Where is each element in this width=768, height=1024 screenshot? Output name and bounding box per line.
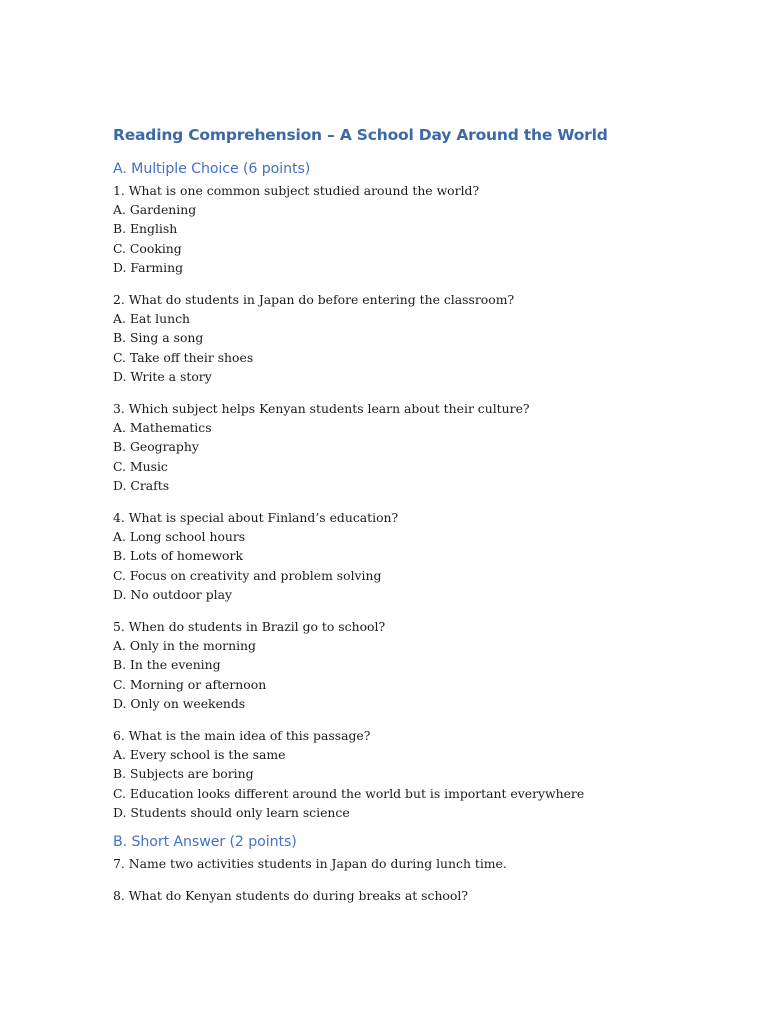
option-d: D. Write a story: [113, 368, 212, 384]
option-b: B. Subjects are boring: [113, 766, 254, 782]
section-short-answer: [113, 832, 673, 905]
question-text: 3. Which subject helps Kenyan students learn about their culture?: [113, 401, 530, 417]
option-a: A. Only in the morning: [113, 638, 256, 654]
option-b: B. English: [113, 221, 178, 237]
option-d: D. Only on weekends: [113, 695, 246, 711]
option-a: A. Eat lunch: [113, 311, 191, 327]
section-heading-multiple-choice: A. Multiple Choice (6 points): [113, 161, 311, 177]
option-a: A. Long school hours: [113, 529, 246, 545]
question-4: [113, 508, 673, 604]
option-d: D. Farming: [113, 259, 184, 275]
question-text: 1. What is one common subject studied around the world?: [113, 183, 480, 198]
section-heading-short-answer: B. Short Answer (2 points): [113, 834, 297, 851]
option-a: A. Gardening: [113, 202, 197, 218]
option-d: D. Students should only learn science: [113, 804, 350, 820]
section-multiple-choice: [113, 159, 673, 822]
option-a: A. Every school is the same: [113, 747, 286, 763]
question-5: [113, 617, 673, 713]
option-a: A. Mathematics: [113, 420, 212, 436]
question-text: 6. What is the main idea of this passage?: [113, 728, 371, 744]
option-c: C. Morning or afternoon: [113, 676, 267, 692]
option-b: B. Lots of homework: [113, 548, 243, 564]
option-c: C. Take off their shoes: [113, 349, 254, 365]
option-c: C. Music: [113, 458, 168, 474]
question-6: [113, 726, 673, 822]
short-answer-question-7: 7. Name two activities students in Japan do during lunch time.: [113, 856, 507, 872]
document-page: [113, 124, 673, 919]
short-answer-question-8: 8. What do Kenyan students do during breaks at school?: [113, 888, 468, 904]
question-text: 5. When do students in Brazil go to school?: [113, 619, 386, 635]
option-c: C. Cooking: [113, 240, 182, 256]
option-b: B. Geography: [113, 439, 199, 455]
option-d: D. No outdoor play: [113, 586, 233, 602]
question-2: [113, 290, 673, 386]
option-c: C. Education looks different around the world but is important everywhere: [113, 785, 585, 801]
question-3: [113, 399, 673, 495]
question-text: 4. What is special about Finland’s education?: [113, 510, 399, 526]
option-d: D. Crafts: [113, 477, 170, 493]
document-title: Reading Comprehension – A School Day Around the World: [113, 126, 608, 144]
question-1: [113, 181, 673, 277]
option-b: B. Sing a song: [113, 330, 204, 346]
option-b: B. In the evening: [113, 657, 221, 673]
option-c: C. Focus on creativity and problem solving: [113, 567, 382, 583]
question-text: 2. What do students in Japan do before entering the classroom?: [113, 292, 515, 308]
